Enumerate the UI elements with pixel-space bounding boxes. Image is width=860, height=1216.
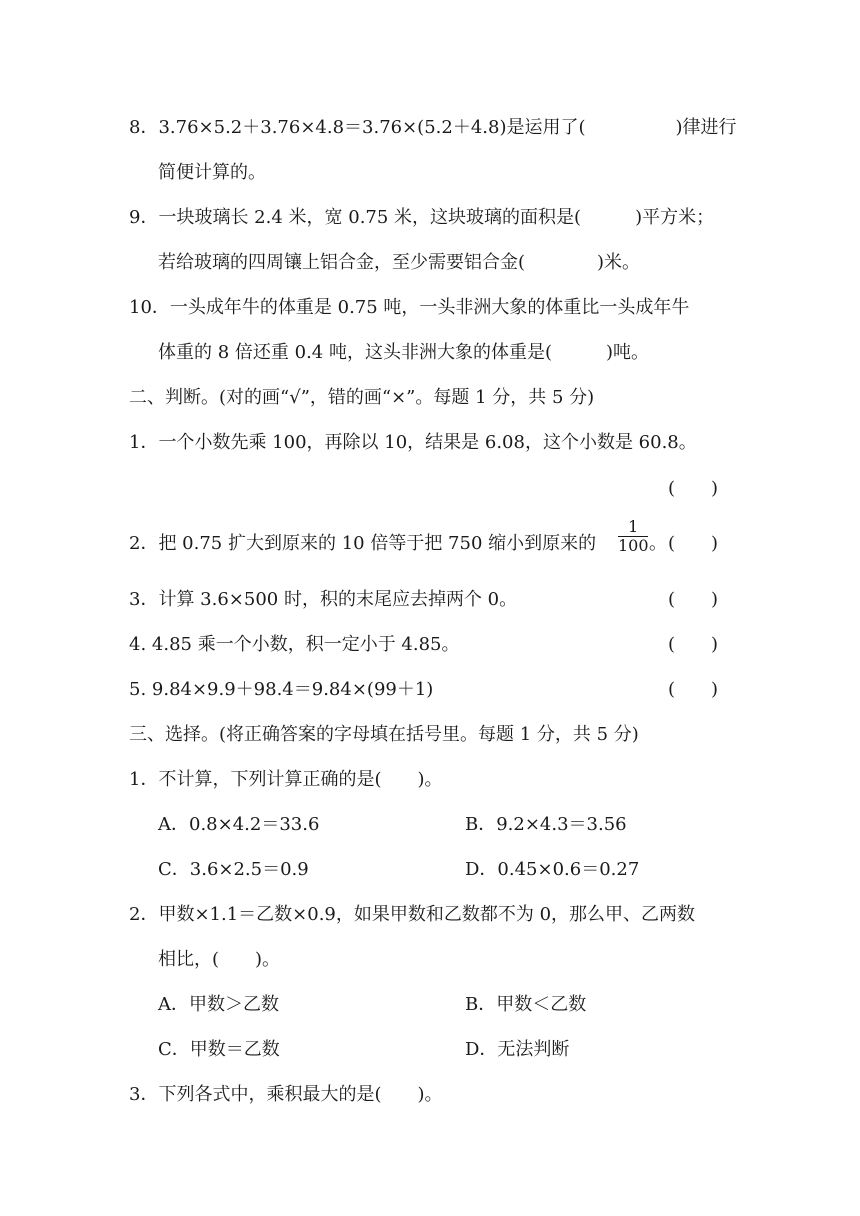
question-8-line2: 简便计算的。 [158, 162, 266, 183]
judge-question-3: 3．计算 3.6×500 时，积的末尾应去掉两个 0。 [129, 589, 518, 610]
choice-1-option-d: D．0.45×0.6＝0.27 [465, 859, 640, 880]
answer-paren-5[interactable]: ( ) [668, 679, 719, 700]
question-9-line1: 9．一块玻璃长 2.4 米，宽 0.75 米，这块玻璃的面积是( )平方米； [129, 207, 715, 228]
choice-2-option-c: C．甲数＝乙数 [158, 1039, 280, 1060]
question-9-line2: 若给玻璃的四周镶上铝合金，至少需要铝合金( )米。 [158, 252, 641, 273]
choice-2-option-a: A．甲数＞乙数 [158, 994, 279, 1015]
choice-1-option-c: C．3.6×2.5＝0.9 [158, 859, 309, 880]
judge-question-4: 4. 4.85 乘一个小数，积一定小于 4.85。 [129, 634, 460, 655]
judge-question-1: 1．一个小数先乘 100，再除以 10，结果是 6.08，这个小数是 60.8。 [129, 432, 697, 453]
answer-paren-3[interactable]: ( ) [668, 589, 719, 610]
section-2-heading: 二、判断。(对的画“√”，错的画“×”。每题 1 分，共 5 分) [129, 387, 595, 408]
answer-paren-4[interactable]: ( ) [668, 634, 719, 655]
choice-1-option-b: B．9.2×4.3＝3.56 [465, 814, 627, 835]
section-3-heading: 三、选择。(将正确答案的字母填在括号里。每题 1 分，共 5 分) [129, 724, 639, 745]
judge-question-2 [129, 533, 596, 555]
fraction-numerator: 1 [628, 517, 639, 536]
choice-question-3: 3．下列各式中，乘积最大的是( )。 [129, 1084, 443, 1105]
choice-2-option-b: B．甲数＜乙数 [465, 994, 587, 1015]
question-10-line2: 体重的 8 倍还重 0.4 吨，这头非洲大象的体重是( )吨。 [158, 342, 650, 363]
answer-paren-2[interactable]: ( ) [668, 533, 719, 554]
choice-1-option-a: A．0.8×4.2＝33.6 [158, 814, 320, 835]
question-10-line1: 10．一头成年牛的体重是 0.75 吨，一头非洲大象的体重比一头成年牛 [129, 297, 690, 318]
fraction-denominator: 100 [618, 536, 649, 555]
judge-question-5: 5. 9.84×9.9＋98.4＝9.84×(99＋1) [129, 679, 434, 700]
choice-question-2-line1: 2．甲数×1.1＝乙数×0.9，如果甲数和乙数都不为 0，那么甲、乙两数 [129, 904, 696, 925]
fraction-one-hundredth [618, 518, 649, 555]
judge-question-2-text: 2．把 0.75 扩大到原来的 10 倍等于把 750 缩小到原来的 [129, 533, 597, 554]
choice-2-option-d: D．无法判断 [465, 1039, 570, 1060]
judge-question-2-end: 。 [649, 533, 667, 554]
choice-question-1: 1．不计算，下列计算正确的是( )。 [129, 769, 443, 790]
question-8-line1: 8．3.76×5.2＋3.76×4.8＝3.76×(5.2＋4.8)是运用了( )律进行 [129, 117, 737, 138]
choice-question-2-line2: 相比，( )。 [158, 949, 281, 970]
answer-paren-1[interactable]: ( ) [668, 478, 719, 499]
